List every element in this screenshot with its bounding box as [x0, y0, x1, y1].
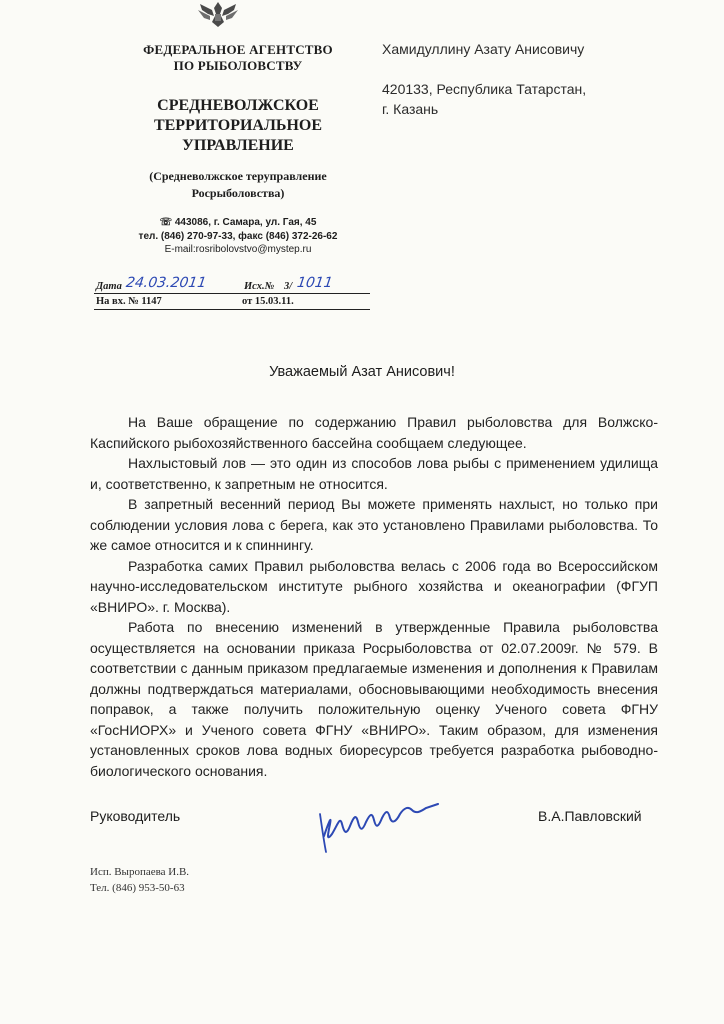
division-name-line2: ТЕРРИТОРИАЛЬНОЕ — [153, 117, 323, 134]
signer-position: Руководитель — [90, 808, 181, 824]
registration-block — [94, 272, 374, 312]
handwritten-outgoing-number: 1011 — [295, 275, 334, 291]
division-name-line3: УПРАВЛЕНИЕ — [182, 137, 294, 154]
agency-name-line2: ПО РЫБОЛОВСТВУ — [173, 58, 303, 73]
incoming-date: от 15.03.11. — [242, 296, 294, 307]
executor-phone: Тел. (846) 953-50-63 — [90, 882, 185, 894]
paragraph: Разработка самих Правил рыболовства велась с 2006 года во Всероссийском научно-исследовательском институте рыбного хозяйства и океанографии (ФГУП «ВНИРО». г. Москва). — [90, 557, 658, 615]
signer-name: В.А.Павловский — [538, 808, 642, 824]
executor-block — [90, 864, 189, 896]
letter-body — [90, 412, 658, 781]
short-name-line2: Росрыболовства) — [191, 186, 285, 200]
recipient-address-line2: г. Казань — [382, 101, 439, 117]
agency-name-line1: ФЕДЕРАЛЬНОЕ АГЕНТСТВО — [143, 42, 333, 57]
divider-line — [94, 293, 370, 294]
phone-fax: тел. (846) 270-97-33, факс (846) 372-26-62 — [138, 230, 338, 242]
paragraph: На Ваше обращение по содержанию Правил рыболовства для Волжско-Каспийского рыбохозяйственного бассейна сообщаем следующее. — [90, 414, 658, 451]
short-name-line1: (Средневолжское теруправление — [149, 169, 327, 183]
greeting: Уважаемый Азат Анисович! — [269, 364, 455, 380]
paragraph: Работа по внесению изменений в утвержденные Правила рыболовства осуществляется на основании приказа Росрыболовства от 02.07.2009г. № 579. В соответствии с данным приказом предлагаемые изменения и дополнения к Правилам должны подтверждаться материалами, обосновывающими необходимость внесения поправок, а также получить положительную оценку Ученого совета ФГНУ «ГосНИОРХ» и Ученого совета ФГНУ «ВНИРО». Таким образом, для изменения установленных сроков лова водных биоресурсов требуется разработка рыбоводно-биологического основания. — [90, 619, 658, 779]
handwritten-date: 24.03.2011 — [124, 275, 208, 291]
date-label: Дата — [96, 281, 122, 292]
recipient-address-line1: 420133, Республика Татарстан, — [382, 81, 587, 97]
paragraph: Нахлыстовый лов — это один из способов лова рыбы с применением удилища и, соответственно, к запретным не относится. — [90, 455, 658, 492]
handwritten-signature — [316, 794, 446, 854]
division-name-line1: СРЕДНЕВОЛЖСКОЕ — [157, 97, 319, 114]
incoming-number: На вх. № 1147 — [96, 296, 162, 307]
recipient-name: Хамидуллину Азату Анисовичу — [382, 41, 585, 57]
phone-icon: ☏ — [159, 217, 175, 228]
divider-line — [94, 309, 370, 310]
contacts-block — [108, 216, 368, 257]
executor-name: Исп. Выропаева И.В. — [90, 866, 190, 878]
coat-of-arms-emblem-icon — [196, 0, 240, 28]
postal-address: 443086, г. Самара, ул. Гая, 45 — [174, 217, 317, 228]
division-name — [118, 96, 358, 156]
division-short-name — [108, 168, 368, 202]
agency-name — [118, 42, 358, 74]
email-address: E-mail:rosribolovstvo@mystep.ru — [164, 244, 312, 255]
paragraph: В запретный весенний период Вы можете применять нахлыст, но только при соблюдении условия лова с берега, как это установлено Правилами рыболовства. То же самое относится и к спиннингу. — [90, 496, 658, 553]
outgoing-number-label: Исх.№ — [244, 281, 275, 292]
outgoing-number-prefix: 3/ — [284, 281, 293, 292]
